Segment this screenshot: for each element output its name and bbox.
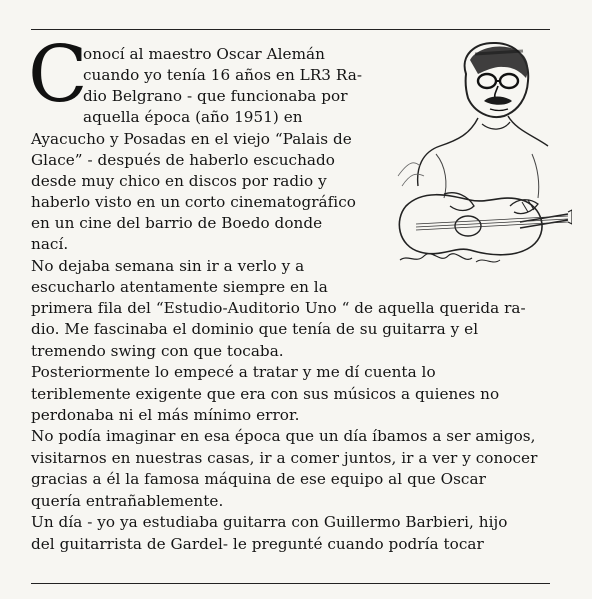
text-line-18: perdonaba ni el más mínimo error.	[31, 406, 300, 424]
guitarist-sketch	[382, 36, 572, 272]
text-line-8: haberlo visto en un corto cinematográfico	[31, 193, 356, 211]
text-line-7: desde muy chico en discos por radio y	[31, 172, 327, 190]
text-line-14: dio. Me fascinaba el dominio que tenía de su guitarra y el	[31, 320, 479, 338]
text-line-2: cuando yo tenía 16 años en LR3 Ra-	[83, 66, 363, 84]
text-line-12: escucharlo atentamente siempre en la	[31, 278, 328, 296]
text-line-5: Ayacucho y Posadas en el viejo “Palais de	[31, 130, 352, 148]
text-line-21: gracias a él la famosa máquina de ese equipo al que Oscar	[31, 470, 486, 488]
text-line-17: teriblemente exigente que era con sus músicos a quienes no	[31, 385, 500, 403]
text-line-3: dio Belgrano - que funcionaba por	[83, 87, 348, 105]
text-line-19: No podía imaginar en esa época que un día íbamos a ser amigos,	[31, 427, 536, 445]
text-line-15: tremendo swing con que tocaba.	[31, 342, 284, 360]
text-line-11: No dejaba semana sin ir a verlo y a	[31, 257, 305, 275]
text-line-20: visitarnos en nuestras casas, ir a comer juntos, ir a ver y conocer	[31, 449, 538, 467]
text-line-16: Posteriormente lo empecé a tratar y me dí cuenta lo	[31, 363, 436, 381]
text-line-13: primera fila del “Estudio-Auditorio Uno “ de aquella querida ra-	[31, 299, 526, 317]
text-line-22: quería entrañablemente.	[31, 492, 224, 510]
top-rule	[31, 29, 550, 30]
text-line-6: Glace” - después de haberlo escuchado	[31, 151, 336, 169]
text-line-24: del guitarrista de Gardel- le pregunté cuando podría tocar	[31, 535, 484, 553]
text-line-23: Un día - yo ya estudiaba guitarra con Guillermo Barbieri, hijo	[31, 513, 508, 531]
text-line-9: en un cine del barrio de Boedo donde	[31, 214, 323, 232]
text-line-4: aquella época (año 1951) en	[83, 108, 303, 126]
drop-cap: C	[28, 30, 88, 120]
text-line-1: onocí al maestro Oscar Alemán	[83, 45, 325, 63]
text-line-10: nací.	[31, 235, 69, 253]
bottom-rule	[31, 583, 550, 584]
